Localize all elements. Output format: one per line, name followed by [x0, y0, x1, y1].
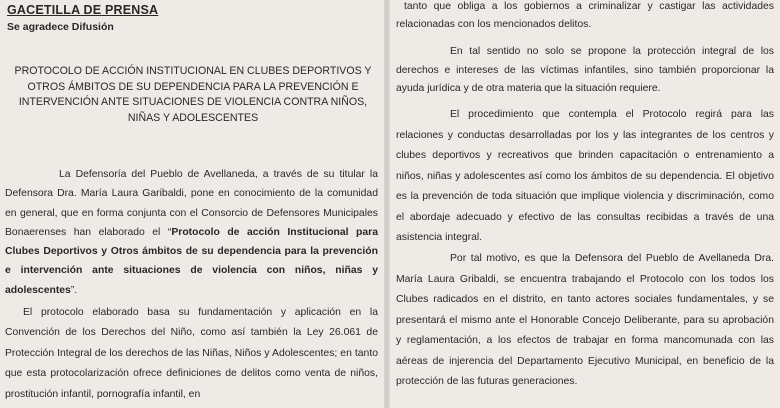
intro-end: ”. — [70, 284, 78, 296]
right-page — [390, 0, 780, 408]
procedure-paragraph: El procedimiento que contempla el Protocolo regirá para las relaciones y conductas desarrolladas por los y las integrantes de los centros y clubes deportivos y recreativos que brinden capacitación o entrenamiento a niños, niñas y adolescentes así como los ámbitos de su dependencia. El objetivo es la prevención de toda situación que implique violencia y discriminación, como el abordaje adecuado y efectivo de las consultas recibidas a través de una asistencia integral. — [396, 109, 774, 243]
continuation-paragraph: tanto que obliga a los gobiernos a criminalizar y castigar las actividades relacionadas con los mencionados delitos. — [396, 1, 774, 30]
diffusion-request: Se agradece Difusión — [7, 21, 114, 33]
left-page — [0, 0, 384, 408]
motive-paragraph: Por tal motivo, es que la Defensora del Pueblo de Avellaneda Dra. María Laura Gribaldi, se encuentra trabajando el Protocolo con los todos los Clubes radicados en el distrito, en tanto actores sociales fundamentales, y se presentará el mismo ante el Honorable Concejo Deliberante, para su aprobación y reglamentación, a los efectos de trabajar en forma mancomunada con las aéreas de injerencia del Departamento Ejecutivo Municipal, en beneficio de la protección de las futuras generaciones. — [396, 253, 774, 387]
intro-text: La Defensoría del Pueblo de Avellaneda, a través de su titular la Defensora Dra. María Laura Garibaldi, pone en conocimiento de la comunidad en general, que en forma conjunta con el Consorcio de Defensores Municipales Bonaerenses han elaborado el “ — [5, 169, 378, 238]
protocol-name: Protocolo de acción Institucional para Clubes Deportivos y Otros ámbitos de su dependencia para la prevención e intervención ante situaciones de violencia con niños, niñas y adolescentes — [5, 226, 379, 296]
gazette-heading: GACETILLA DE PRENSA — [7, 3, 159, 17]
document-title: PROTOCOLO DE ACCIÓN INSTITUCIONAL EN CLUBES DEPORTIVOS Y OTROS ÁMBITOS DE SU DEPENDENCIA PARA LA PREVENCIÓN E INTERVENCIÓN ANTE SITUACIONES DE VIOLENCIA CONTRA NIÑOS, NIÑAS Y ADOLESCENTES — [14, 65, 372, 124]
protection-paragraph: En tal sentido no solo se propone la protección integral de los derechos e intereses de las víctimas infantiles, sino también proporcionar la ayuda jurídica y de otra materia que la situación requiere. — [396, 46, 774, 95]
intro-paragraph — [5, 165, 378, 300]
foundation-paragraph: El protocolo elaborado basa su fundamentación y aplicación en la Convención de los Derechos del Niño, como así también la Ley 26.061 de Protección Integral de los derechos de las Niñas, Niños y Adolescentes; en tanto que esta protocolarización ofrece definiciones de delitos como venta de niños, prostitución infantil, pornografía infantil, en — [5, 307, 378, 400]
